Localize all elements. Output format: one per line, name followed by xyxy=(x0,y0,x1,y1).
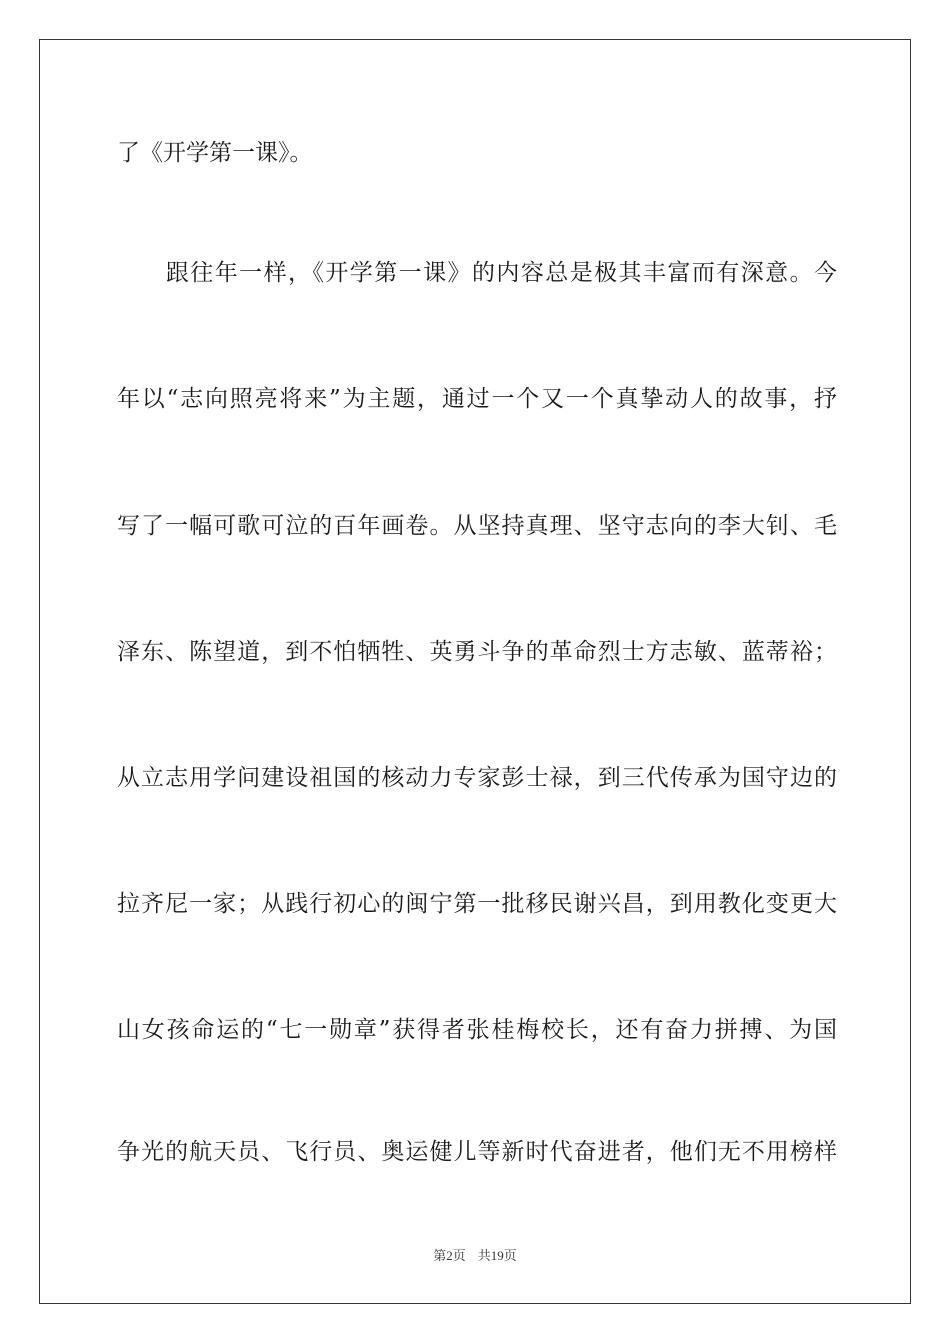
page-prefix: 第 xyxy=(433,1249,447,1264)
page-border xyxy=(39,39,911,1304)
text-line-3: 年以“志向照亮将来”为主题，通过一个又一个真挚动人的故事，抒 xyxy=(117,386,837,412)
text-line-1: 了《开学第一课》。 xyxy=(117,140,313,166)
text-line-9: 争光的航天员、飞行员、奥运健儿等新时代奋进者，他们无不用榜样 xyxy=(117,1139,837,1165)
text-line-6: 从立志用学问建设祖国的核动力专家彭士禄，到三代传承为国守边的 xyxy=(117,765,837,791)
total-suffix: 页 xyxy=(503,1249,517,1264)
total-pages: 19 xyxy=(490,1248,504,1263)
page-footer xyxy=(0,1248,950,1265)
text-line-4: 写了一幅可歌可泣的百年画卷。从坚持真理、坚守志向的李大钊、毛 xyxy=(117,513,837,539)
text-line-5: 泽东、陈望道，到不怕牺牲、英勇斗争的革命烈士方志敏、蓝蒂裕； xyxy=(117,639,837,665)
text-line-2: 跟往年一样，《开学第一课》的内容总是极其丰富而有深意。今 xyxy=(117,260,837,286)
text-line-8: 山女孩命运的“七一勋章”获得者张桂梅校长，还有奋力拼搏、为国 xyxy=(117,1017,837,1043)
total-prefix: 共 xyxy=(477,1249,491,1264)
page-suffix: 页 xyxy=(452,1249,466,1264)
page-number: 2 xyxy=(446,1248,453,1263)
text-line-7: 拉齐尼一家；从践行初心的闽宁第一批移民谢兴昌，到用教化变更大 xyxy=(117,891,837,917)
